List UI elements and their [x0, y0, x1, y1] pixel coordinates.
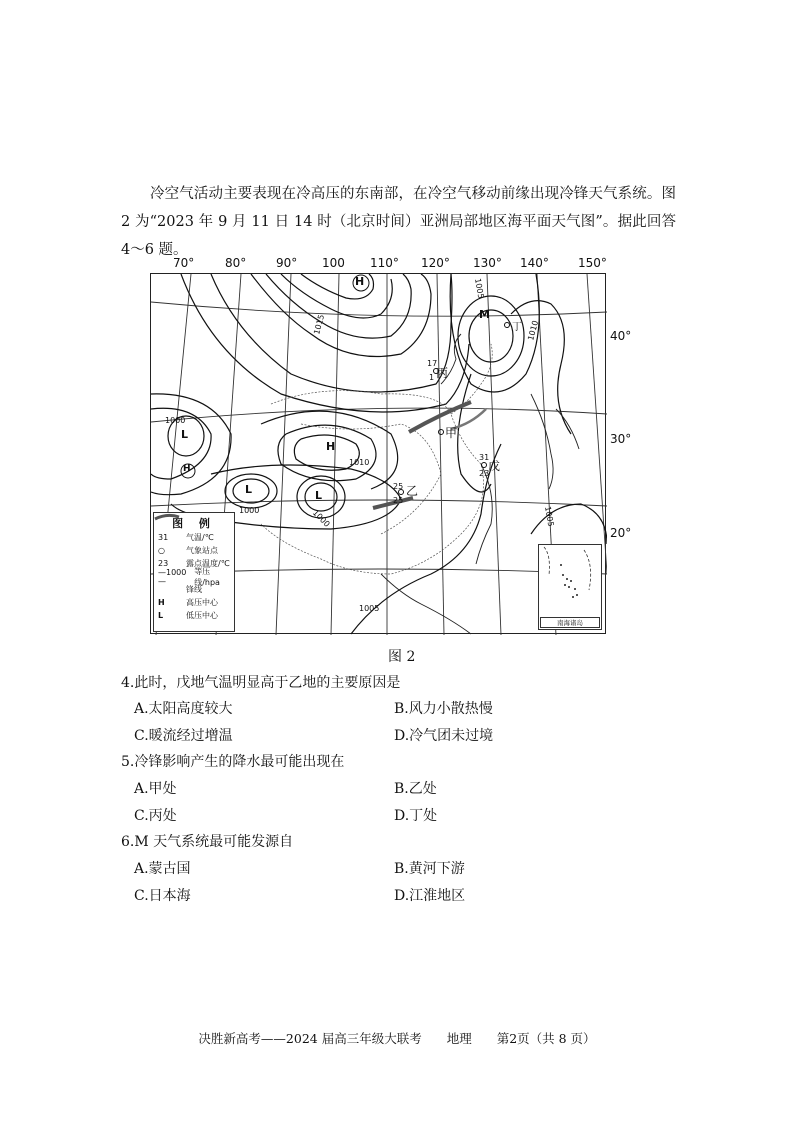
question-6-option-c: C.日本海	[134, 888, 191, 904]
lon-label: 140°	[520, 256, 549, 270]
m-center-label: M	[479, 308, 490, 321]
low-center-label: L	[245, 483, 253, 496]
isobar-label: 1000	[165, 416, 186, 425]
weather-map	[150, 273, 606, 634]
isobar-label: 1000	[310, 508, 332, 529]
isobar-label: 1000	[239, 506, 260, 515]
legend-row: —1000— 等压线/hpa	[158, 566, 220, 587]
high-center-label: H	[183, 464, 191, 474]
high-center-label: H	[326, 440, 336, 453]
question-4-stem: 4.此时，戊地气温明显高于乙地的主要原因是	[121, 675, 401, 691]
question-4-option-b: B.风力小散热慢	[394, 701, 493, 717]
station-jia	[439, 430, 444, 435]
place-yi: 乙	[406, 484, 419, 498]
lon-label: 130°	[473, 256, 502, 270]
inset-islands	[539, 545, 601, 615]
question-6-option-a: A.蒙古国	[134, 861, 191, 877]
legend-row: L 低压中心	[158, 611, 218, 620]
bing-temp: 17	[427, 359, 438, 368]
question-6-stem: 6.M 天气系统最可能发源自	[121, 834, 294, 850]
weather-map-figure	[145, 256, 632, 636]
question-4-option-d: D.冷气团未过境	[394, 728, 494, 744]
isobar-label: 1010	[526, 319, 541, 342]
lat-label: 40°	[610, 329, 632, 343]
lat-label: 30°	[610, 432, 632, 446]
lon-label: 120°	[421, 256, 450, 270]
isobar-label: 1015	[312, 313, 327, 336]
wu-dew: 23	[479, 469, 490, 478]
question-5-option-c: C.丙处	[134, 808, 177, 824]
isobar-label: 1005	[542, 505, 556, 528]
high-center-label: H	[355, 275, 365, 288]
figure-caption: 图 2	[388, 649, 416, 665]
question-5-option-b: B.乙处	[394, 781, 437, 797]
question-5-option-a: A.甲处	[134, 781, 177, 797]
question-4-option-c: C.暖流经过增温	[134, 728, 233, 744]
lon-label: 110°	[370, 256, 399, 270]
legend-title: 图 例	[172, 517, 216, 530]
isobar-label: 1005	[472, 277, 486, 300]
legend-row: H 高压中心	[158, 598, 218, 607]
place-bing: 丙	[436, 366, 449, 380]
low-center-label: L	[315, 489, 323, 502]
south-sea-inset	[538, 544, 602, 630]
place-ding: 丁	[512, 322, 522, 333]
isobar-label: 1010	[349, 458, 370, 467]
inset-label: 南海诸岛	[540, 617, 600, 628]
station-ding	[505, 323, 510, 328]
question-6-option-b: B.黄河下游	[394, 861, 465, 877]
intro-paragraph	[121, 180, 676, 264]
lon-label: 150°	[578, 256, 607, 270]
isobar-label: 1005	[359, 604, 380, 613]
question-5-option-d: D.丁处	[394, 808, 438, 824]
legend-row: 锋线	[154, 583, 234, 596]
question-4-option-a: A.太阳高度较大	[134, 701, 233, 717]
yi-dew: 25	[393, 496, 404, 505]
lat-label: 20°	[610, 526, 632, 540]
place-wu: 戊	[488, 459, 501, 473]
legend-row: ○ 气象站点	[158, 546, 218, 555]
map-legend	[153, 512, 235, 632]
lon-label: 70°	[173, 256, 195, 270]
lon-label: 100	[322, 256, 345, 270]
question-6-option-d: D.江淮地区	[394, 888, 466, 904]
legend-row: 23 露点温度/℃	[158, 559, 230, 568]
lon-label: 90°	[276, 256, 298, 270]
page-footer: 决胜新高考——2024 届高三年级大联考 地理 第2页（共 8 页）	[198, 1031, 596, 1046]
place-jia: 甲	[445, 426, 458, 440]
yi-temp: 25	[393, 482, 404, 491]
question-5-stem: 5.冷锋影响产生的降水最可能出现在	[121, 754, 345, 770]
bing-dew: 1	[429, 373, 435, 382]
lon-label: 80°	[225, 256, 247, 270]
low-center-label: L	[181, 428, 189, 441]
legend-row: 31 气温/℃	[158, 533, 214, 542]
intro-text: 冷空气活动主要表现在冷高压的东南部，在冷空气移动前缘出现冷锋天气系统。图 2 为“2023 年 9 月 11 日 14 时（北京时间）亚洲局部地区海平面天气图”。据此回答 4～6 题。	[121, 186, 676, 258]
wu-temp: 31	[479, 453, 490, 462]
station-wu	[482, 463, 487, 468]
